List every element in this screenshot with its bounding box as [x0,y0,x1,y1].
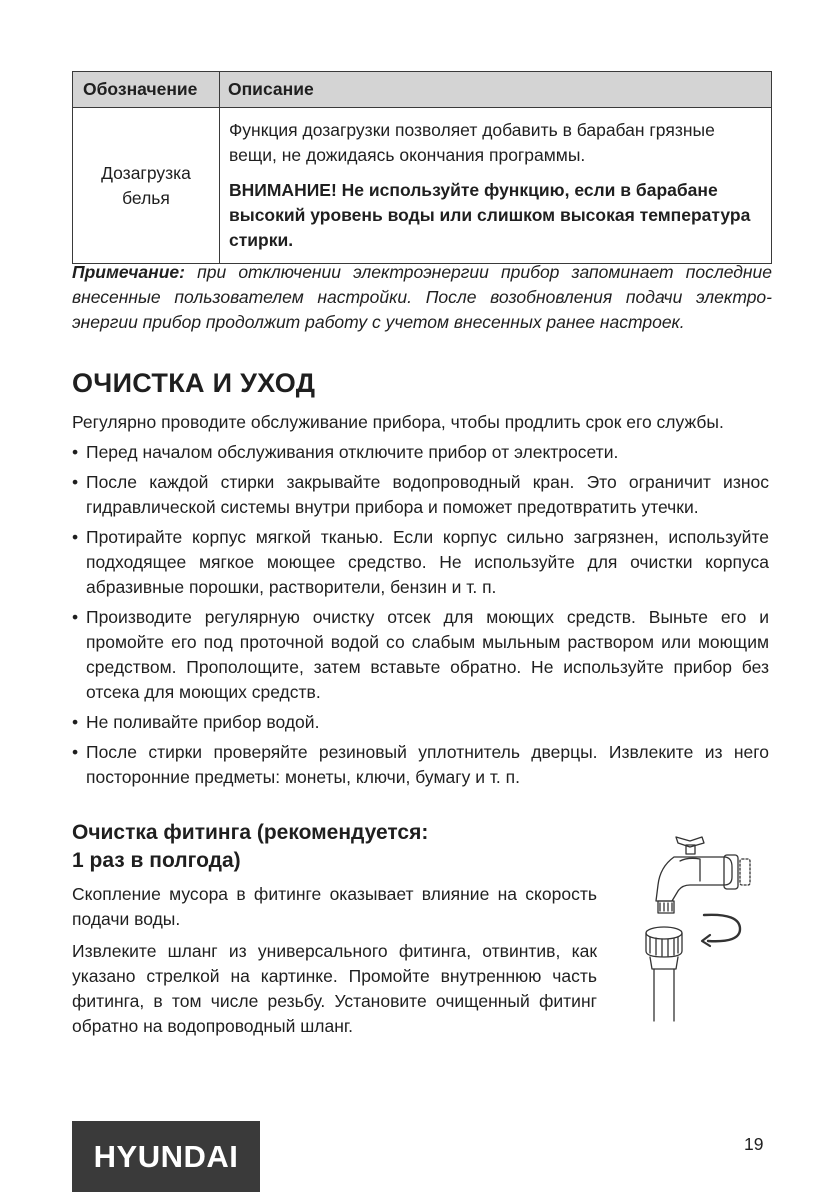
bullet-icon: • [72,607,79,627]
table-header-row [73,72,772,108]
cleaning-heading: ОЧИСТКА И УХОД [72,368,316,398]
fitting-heading-line1: Очистка фитинга (рекомендуется: [72,821,429,844]
note-text: при отключении электроэнергии прибор запоминает последние внесенные пользователем настройки. После возобновления подачи электроэнергии прибор продолжит работу с учетом внесенных ранее настроек. [72,262,772,332]
row-designation-line1: Дозагрузка [101,162,191,183]
spec-table [72,71,772,264]
fitting-heading-line2: 1 раз в полгода) [72,849,241,872]
list-item-text: Производите регулярную очистку отсек для моющих средств. Выньте его и промойте его под проточной водой со слабым мыльным раствором или моющим средством. Прополощите, затем вставьте обратно. Не используйте прибор без отсека для моющих средств. [86,607,769,702]
row-warning-text: ВНИМАНИЕ! Не используйте функцию, если в барабане высокий уровень воды или слишком высокая температура стирки. [229,180,751,250]
list-item-text: Перед началом обслуживания отключите прибор от электросети. [86,442,619,462]
brand-logo [72,1121,260,1192]
table-row [73,108,772,264]
note-label: Примечание: [72,262,185,282]
page-number: 19 [744,1134,764,1154]
list-item [72,740,769,790]
list-item [72,525,769,600]
cleaning-intro: Регулярно проводите обслуживание прибора, чтобы продлить срок его службы. [72,412,724,432]
fitting-icon [646,927,682,969]
list-item-text: Не поливайте прибор водой. [86,712,320,732]
list-item [72,440,769,465]
cleaning-list [72,440,769,790]
bullet-icon: • [72,472,79,492]
row-description [220,108,772,264]
bullet-icon: • [72,712,79,732]
row-description-text: Функция дозагрузки позволяет добавить в барабан грязные вещи, не дожидаясь окончания программы. [229,120,715,165]
list-item [72,605,769,705]
list-item-text: После стирки проверяйте резиновый уплотнитель дверцы. Извлеките из него посторонние предметы: монеты, ключи, бумагу и т. п. [86,742,769,787]
bullet-icon: • [72,442,79,462]
bullet-icon: • [72,527,79,547]
list-item-text: Протирайте корпус мягкой тканью. Если корпус сильно загрязнен, используйте подходящее мягкое моющее средство. Не используйте для очистки корпуса абразивные порошки, растворители, бензин и т. п. [86,527,769,597]
tap-handle-icon [676,837,704,854]
column-header-designation: Обозначение [73,72,220,108]
fitting-heading [72,819,428,875]
column-header-description: Описание [220,72,772,108]
faucet-fitting-illustration [628,825,768,1025]
row-designation [73,108,220,264]
fitting-paragraph-1: Скопление мусора в фитинге оказывает влияние на скорость подачи воды. [72,884,597,929]
fitting-section [72,882,597,1046]
bullet-icon: • [72,742,79,762]
hose-icon [654,969,674,1021]
cleaning-section [72,410,769,790]
rotation-arrow-icon [702,915,740,946]
note-paragraph [72,260,772,335]
list-item-text: После каждой стирки закрывайте водопроводный кран. Это ограничит износ гидравлической системы внутри прибора и поможет предотвратить утечки. [86,472,769,517]
fitting-paragraph-2: Извлеките шланг из универсального фитинга, отвинтив, как указано стрелкой на картинке. Промойте внутреннюю часть фитинга, в том числе резьбу. Установите очищенный фитинг обратно на водопроводный шланг. [72,941,597,1036]
row-designation-line2: белья [122,187,170,208]
faucet-icon [656,855,750,913]
list-item [72,710,769,735]
list-item [72,470,769,520]
brand-logo-text: HYUNDAI [93,1138,239,1174]
